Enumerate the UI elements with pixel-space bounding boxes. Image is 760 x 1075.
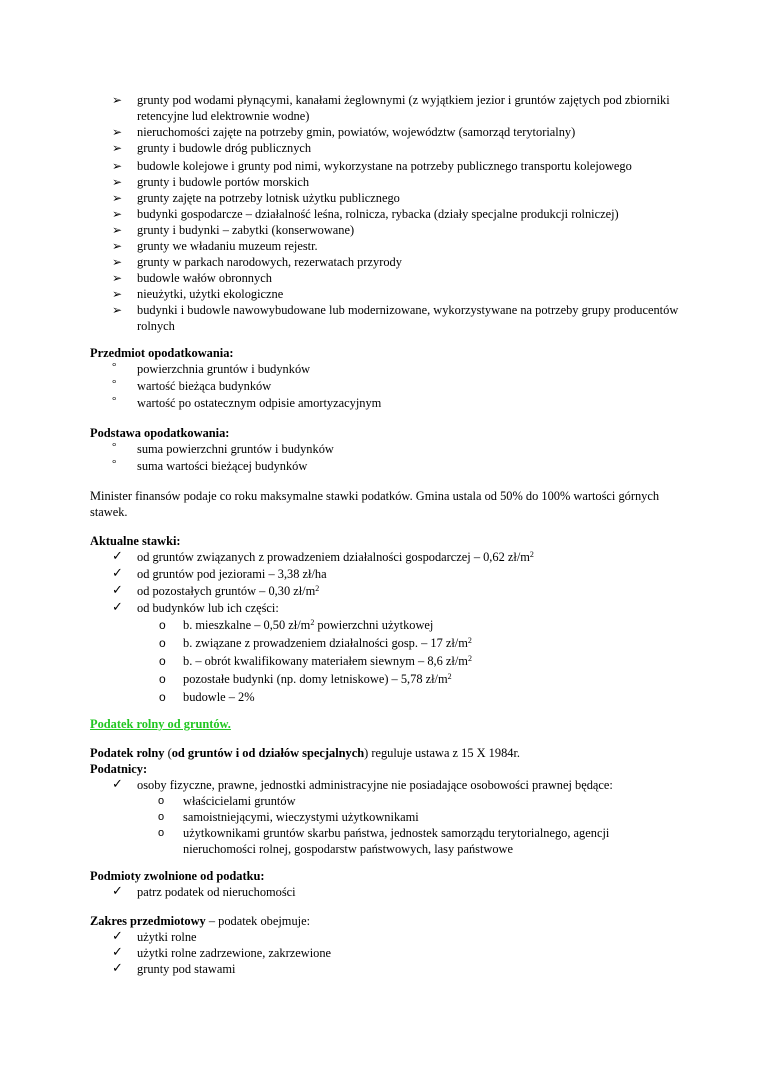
list-item: ° suma wartości bieżącej budynków xyxy=(112,458,308,473)
podstawa-heading: Podstawa opodatkowania: xyxy=(90,426,230,440)
podatnicy-list xyxy=(90,777,690,793)
list-item: ✓ użytki rolne xyxy=(112,928,197,944)
list-item: o budowle – 2% xyxy=(159,690,255,704)
stawki-sub-list xyxy=(90,617,690,705)
stawki-heading: Aktualne stawki: xyxy=(90,534,181,548)
zwolnione-list xyxy=(90,884,690,900)
list-item: o użytkownikami gruntów skarbu państwa, jednostek samorządu terytorialnego, agencji nieruchomości rolnej, gospodarstw państwowych, lasy państwowe xyxy=(158,826,610,856)
list-item: ° powierzchnia gruntów i budynków xyxy=(112,361,311,376)
podstawa-list xyxy=(90,441,690,474)
list-item: ° suma powierzchni gruntów i budynków xyxy=(112,441,334,456)
circle-bullet-icon: o xyxy=(158,795,165,807)
list-item: o b. związane z prowadzeniem działalności gosp. – 17 $zł/m^2$ xyxy=(159,636,472,650)
check-icon: ✓ xyxy=(112,565,123,580)
list-item: ➢ budowle kolejowe i grunty pod nimi, wykorzystane na potrzeby publicznego transportu kolejowego xyxy=(112,159,632,173)
check-icon: ✓ xyxy=(112,883,123,898)
check-icon: ✓ xyxy=(112,582,123,597)
list-item: ✓ od budynków lub ich części: xyxy=(112,599,279,615)
degree-bullet-icon: ° xyxy=(112,395,117,407)
arrow-bullet-icon: ➢ xyxy=(112,93,123,107)
circle-bullet-icon: o xyxy=(158,827,165,839)
check-icon: ✓ xyxy=(112,944,123,959)
arrow-bullet-icon: ➢ xyxy=(112,191,123,205)
check-icon: ✓ xyxy=(112,928,123,943)
arrow-bullet-icon: ➢ xyxy=(112,255,123,269)
arrow-bullet-icon: ➢ xyxy=(112,303,123,317)
list-item: ➢ grunty w parkach narodowych, rezerwatach przyrody xyxy=(112,255,402,269)
circle-bullet-icon: o xyxy=(158,811,165,823)
arrow-bullet-icon: ➢ xyxy=(112,175,123,189)
circle-bullet-icon: o xyxy=(159,672,166,686)
arrow-bullet-icon: ➢ xyxy=(112,271,123,285)
arrow-bullet-icon: ➢ xyxy=(112,287,123,301)
list-item: ✓ osoby fizyczne, prawne, jednostki administracyjne nie posiadające osobowości prawnej będące: xyxy=(112,776,613,792)
zakres-heading: Zakres przedmiotowy – podatek obejmuje: xyxy=(90,914,311,928)
list-item: ✓ użytki rolne zadrzewione, zakrzewione xyxy=(112,944,332,960)
list-item: ➢ grunty zajęte na potrzeby lotnisk użytku publicznego xyxy=(112,191,400,205)
list-item: ➢ budynki gospodarcze – działalność leśna, rolnicza, rybacka (działy specjalne produkcji rolniczej) xyxy=(112,207,619,221)
list-item: ➢ grunty i budowle portów morskich xyxy=(112,175,310,189)
arrow-bullet-icon: ➢ xyxy=(112,223,123,237)
podatnicy-sub-list xyxy=(90,793,690,857)
circle-bullet-icon: o xyxy=(159,690,166,704)
degree-bullet-icon: ° xyxy=(112,441,117,453)
check-icon: ✓ xyxy=(112,599,123,614)
arrow-bullet-icon: ➢ xyxy=(112,125,123,139)
arrow-bullet-icon: ➢ xyxy=(112,141,123,155)
circle-bullet-icon: o xyxy=(159,654,166,668)
degree-bullet-icon: ° xyxy=(112,458,117,470)
check-icon: ✓ xyxy=(112,776,123,791)
list-item: ➢ grunty i budowle dróg publicznych xyxy=(112,141,312,155)
list-item: o b. – obrót kwalifikowany materiałem siewnym – 8,6 $zł/m^2$ xyxy=(159,654,472,668)
minister-paragraph: Minister finansów podaje co roku maksymalne stawki podatków. Gmina ustala od 50% do 100% wartości górnych stawek. xyxy=(90,489,660,519)
arrow-bullet-icon: ➢ xyxy=(112,207,123,221)
arrow-bullet-icon: ➢ xyxy=(112,239,123,253)
arrow-bullet-icon: ➢ xyxy=(112,159,123,173)
list-item: ✓ od gruntów związanych z prowadzeniem działalności gospodarczej – 0,62 $zł/m^2$ xyxy=(112,548,534,564)
podatnicy-heading: Podatnicy: xyxy=(90,762,148,776)
circle-bullet-icon: o xyxy=(159,636,166,650)
list-item: ✓ od pozostałych gruntów – 0,30 $zł/m^2$ xyxy=(112,582,320,598)
przedmiot-heading: Przedmiot opodatkowania: xyxy=(90,346,234,360)
check-icon: ✓ xyxy=(112,960,123,975)
list-item: o b. mieszkalne – 0,50 $zł/m^2$ powierzchni użytkowej xyxy=(159,618,434,632)
list-item: ° wartość po ostatecznym odpisie amortyzacyjnym xyxy=(112,395,382,410)
list-item: ➢ grunty i budynki – zabytki (konserwowane) xyxy=(112,223,355,237)
exemptions-list xyxy=(90,92,690,334)
przedmiot-list xyxy=(90,361,690,411)
list-item: ➢ nieruchomości zajęte na potrzeby gmin, powiatów, województw (samorząd terytorialny) xyxy=(112,125,576,139)
degree-bullet-icon: ° xyxy=(112,378,117,390)
list-item: ➢ grunty pod wodami płynącymi, kanałami żeglownymi (z wyjątkiem jezior i gruntów zajętych pod zbiorniki retencyjne lud elektrownie wodne) xyxy=(112,93,670,123)
list-item: ➢ budowle wałów obronnych xyxy=(112,271,272,285)
list-item: o pozostałe budynki (np. domy letniskowe) – 5,78 $zł/m^2$ xyxy=(159,672,452,686)
list-item: ➢ grunty we władaniu muzeum rejestr. xyxy=(112,239,318,253)
list-item: ➢ budynki i budowle nawowybudowane lub modernizowane, wykorzystywane na potrzeby grupy producentów rolnych xyxy=(112,303,679,333)
rolny-intro: Podatek rolny (od gruntów i od działów specjalnych) reguluje ustawa z 15 X 1984r. xyxy=(90,746,520,760)
list-item: ° wartość bieżąca budynków xyxy=(112,378,272,393)
zwolnione-heading: Podmioty zwolnione od podatku: xyxy=(90,869,265,883)
list-item: o samoistniejącymi, wieczystymi użytkownikami xyxy=(158,810,419,824)
circle-bullet-icon: o xyxy=(159,618,166,632)
degree-bullet-icon: ° xyxy=(112,361,117,373)
list-item: o właścicielami gruntów xyxy=(158,794,296,808)
zakres-list xyxy=(90,929,690,977)
list-item: ✓ patrz podatek od nieruchomości xyxy=(112,883,296,899)
check-icon: ✓ xyxy=(112,548,123,563)
list-item: ✓ grunty pod stawami xyxy=(112,960,236,976)
section-title-podatek-rolny: Podatek rolny od gruntów. xyxy=(90,717,231,731)
list-item: ✓ od gruntów pod jeziorami – 3,38 zł/ha xyxy=(112,565,327,581)
stawki-list xyxy=(90,549,690,616)
list-item: ➢ nieużytki, użytki ekologiczne xyxy=(112,287,284,301)
